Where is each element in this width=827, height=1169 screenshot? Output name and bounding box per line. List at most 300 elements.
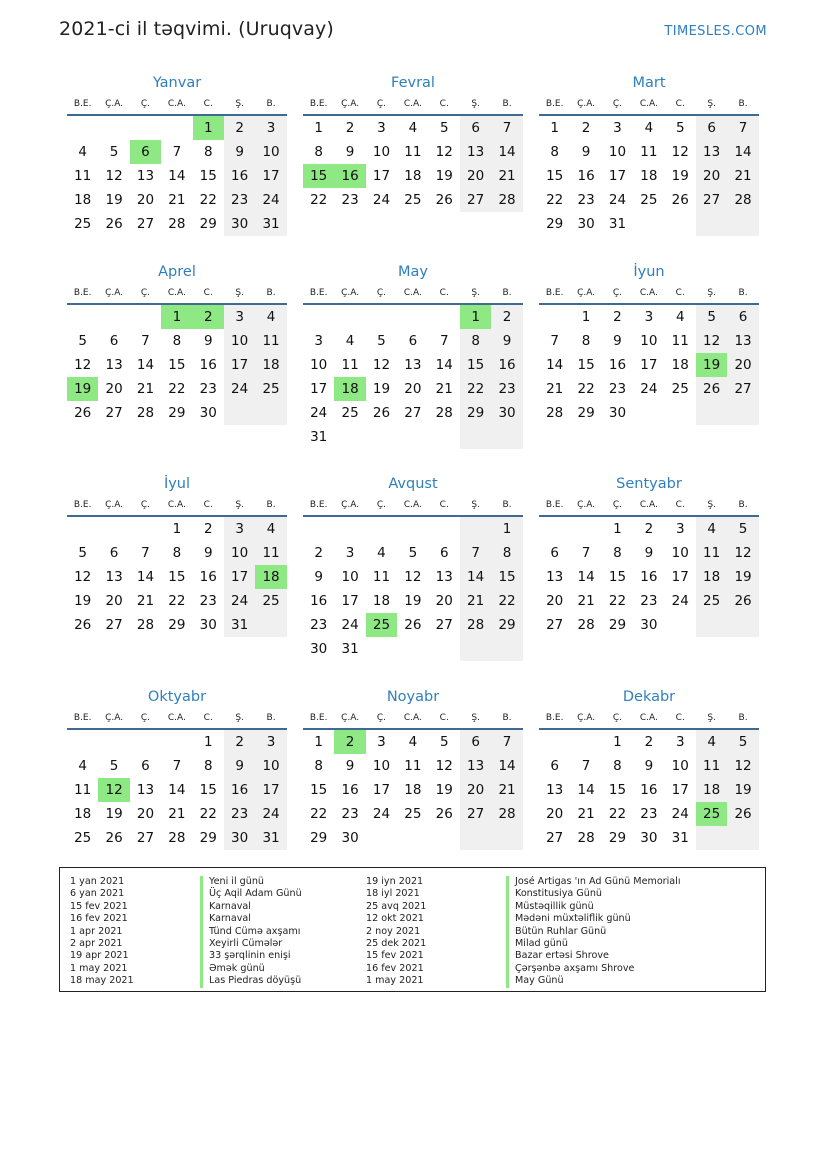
day-cell: 17 <box>372 782 391 798</box>
legend-entry: 25 dek 2021 <box>366 938 427 950</box>
day-cell: 1 <box>314 120 323 136</box>
empty-cell <box>366 637 397 661</box>
weekday-header <box>539 283 759 305</box>
day-cell: 15 <box>460 353 491 377</box>
day-cell: 24 <box>341 617 359 633</box>
day-cell: 7 <box>727 116 758 140</box>
day-cell: 13 <box>546 782 564 798</box>
weekday-label: Ş. <box>235 500 244 510</box>
weekday-label: Ş. <box>235 713 244 723</box>
day-cell: 22 <box>199 806 217 822</box>
day-cell: 25 <box>255 377 286 401</box>
day-cell: 31 <box>608 216 627 232</box>
day-cell: 14 <box>727 140 758 164</box>
legend-entry: Çərşənbə axşamı Shrove <box>506 963 681 975</box>
day-grid <box>303 305 523 449</box>
empty-cell <box>366 425 397 449</box>
weekday-label: C.A. <box>639 500 658 510</box>
day-cell: 14 <box>168 168 186 184</box>
empty-cell <box>397 826 428 850</box>
day-cell: 9 <box>314 569 323 585</box>
day-cell: 2 <box>644 521 654 537</box>
weekday-label: Ç.A. <box>341 99 360 109</box>
day-cell: 11 <box>341 357 359 373</box>
day-cell: 11 <box>696 541 727 565</box>
month-oktyabr <box>67 686 287 850</box>
legend-entry: 16 fev 2021 <box>366 962 424 974</box>
weekday-label: Ç. <box>140 500 151 510</box>
weekday-label: B. <box>738 713 748 723</box>
day-cell: 26 <box>372 405 391 421</box>
weekday-label: C. <box>439 288 449 298</box>
legend-entry: 1 may 2021 <box>70 962 128 974</box>
day-grid <box>303 730 523 850</box>
day-cell: 21 <box>136 593 155 609</box>
day-cell: 20 <box>546 806 564 822</box>
day-cell: 3 <box>613 120 622 136</box>
day-cell: 6 <box>550 758 559 774</box>
day-cell: 26 <box>404 617 422 633</box>
weekday-header <box>67 708 287 730</box>
day-cell: 24 <box>608 192 627 208</box>
empty-cell <box>303 517 334 541</box>
day-cell: 15 <box>577 357 595 373</box>
legend-entry: 1 may 2021 <box>366 975 424 987</box>
weekday-label: Ç.A. <box>577 500 596 510</box>
day-cell: 22 <box>310 806 328 822</box>
day-cell: 27 <box>404 405 422 421</box>
empty-cell <box>130 305 161 329</box>
month-name: İyun <box>633 264 665 280</box>
day-cell: 24 <box>255 802 286 826</box>
day-cell: 10 <box>341 569 359 585</box>
day-cell: 9 <box>224 140 255 164</box>
day-cell: 12 <box>74 569 92 585</box>
day-cell: 25 <box>696 589 727 613</box>
day-cell: 15 <box>168 569 186 585</box>
day-cell: 28 <box>136 617 155 633</box>
day-cell: 18 <box>671 357 689 373</box>
weekday-label: B. <box>502 99 512 109</box>
day-cell: 21 <box>435 381 453 397</box>
day-cell: 26 <box>696 377 727 401</box>
day-cell: 11 <box>640 144 658 160</box>
day-cell: 27 <box>727 377 758 401</box>
day-cell: 1 <box>613 521 622 537</box>
day-cell: 9 <box>644 758 654 774</box>
weekday-label: Ç.A. <box>341 713 360 723</box>
weekday-label: B. <box>266 288 276 298</box>
weekday-label: B. <box>738 288 748 298</box>
empty-cell <box>397 425 428 449</box>
empty-cell <box>460 637 491 661</box>
legend-entry: 1 yan 2021 <box>70 876 125 887</box>
day-cell: 30 <box>310 641 328 657</box>
day-cell: 17 <box>224 565 255 589</box>
day-cell: 7 <box>141 333 150 349</box>
day-cell: 29 <box>168 617 186 633</box>
legend-entry: 16 fev 2021 <box>70 913 128 925</box>
weekday-label: B. <box>738 500 748 510</box>
empty-cell <box>366 517 397 541</box>
legend-entry: 19 apr 2021 <box>70 950 129 962</box>
day-cell: 10 <box>640 333 658 349</box>
day-cell: 2 <box>491 305 522 329</box>
day-cell: 20 <box>136 806 155 822</box>
weekday-label: C. <box>203 99 213 109</box>
day-cell: 30 <box>640 830 658 846</box>
day-cell: 1 <box>172 521 182 537</box>
month-fevral <box>303 72 523 212</box>
month-name: Oktyabr <box>147 689 207 705</box>
day-cell: 14 <box>168 782 186 798</box>
day-cell: 13 <box>105 357 123 373</box>
day-cell: 5 <box>727 517 758 541</box>
empty-cell <box>570 730 601 754</box>
day-cell: 28 <box>577 617 595 633</box>
day-cell: 16 <box>341 782 359 798</box>
weekday-label: Ş. <box>707 99 716 109</box>
legend-names-left <box>200 876 302 988</box>
month-yanvar <box>67 72 287 236</box>
day-cell: 25 <box>255 589 286 613</box>
weekday-label: B.E. <box>545 713 564 723</box>
empty-cell <box>491 425 522 449</box>
day-cell: 23 <box>341 192 359 208</box>
weekday-label: Ş. <box>471 99 480 109</box>
day-cell: 4 <box>78 144 87 160</box>
day-cell: 12 <box>671 144 689 160</box>
weekday-label: Ç. <box>612 713 623 723</box>
day-cell: 3 <box>377 120 386 136</box>
day-cell: 8 <box>581 333 591 349</box>
day-cell: 29 <box>199 830 217 846</box>
day-cell: 1 <box>314 734 323 750</box>
legend-dates-left <box>70 876 134 988</box>
day-cell: 10 <box>671 545 689 561</box>
day-cell: 30 <box>224 212 255 236</box>
empty-cell <box>255 401 286 425</box>
day-cell: 31 <box>341 641 359 657</box>
legend-entry: Xeyirli Cümələr <box>200 938 302 950</box>
day-cell: 8 <box>550 144 559 160</box>
day-cell: 13 <box>727 329 758 353</box>
day-cell: 29 <box>310 830 328 846</box>
day-cell: 2 <box>203 521 213 537</box>
weekday-label: B.E. <box>545 500 564 510</box>
day-cell: 26 <box>727 589 758 613</box>
empty-cell <box>334 305 365 329</box>
day-cell: 25 <box>74 830 92 846</box>
day-cell: 26 <box>671 192 689 208</box>
weekday-label: C. <box>439 713 449 723</box>
legend-entry: 18 may 2021 <box>70 975 134 987</box>
legend-entry: Milad günü <box>506 938 681 950</box>
day-cell: 17 <box>341 593 359 609</box>
day-cell: 19 <box>435 782 453 798</box>
empty-cell <box>98 116 129 140</box>
day-cell: 29 <box>199 216 217 232</box>
day-cell: 18 <box>74 192 92 208</box>
weekday-label: C.A. <box>639 99 658 109</box>
day-cell: 29 <box>546 216 564 232</box>
day-cell: 18 <box>696 565 727 589</box>
day-cell: 5 <box>78 333 87 349</box>
legend-entry: Bazar ertəsi Shrove <box>506 950 681 962</box>
empty-cell <box>570 517 601 541</box>
day-cell: 28 <box>168 216 186 232</box>
empty-cell <box>397 517 428 541</box>
weekday-header <box>303 94 523 116</box>
holiday-day-cell: 15 <box>303 164 334 188</box>
day-cell: 4 <box>675 309 685 325</box>
weekday-label: B.E. <box>309 288 328 298</box>
day-cell: 24 <box>224 377 255 401</box>
day-cell: 31 <box>255 826 286 850</box>
weekday-label: Ç. <box>612 288 623 298</box>
day-cell: 24 <box>640 381 658 397</box>
day-cell: 19 <box>105 806 123 822</box>
day-cell: 31 <box>255 212 286 236</box>
day-cell: 26 <box>105 216 123 232</box>
day-cell: 27 <box>696 188 727 212</box>
day-cell: 26 <box>74 617 92 633</box>
day-cell: 12 <box>696 329 727 353</box>
day-grid <box>67 517 287 637</box>
empty-cell <box>130 116 161 140</box>
day-cell: 16 <box>608 357 627 373</box>
weekday-label: Ş. <box>471 288 480 298</box>
day-cell: 3 <box>675 734 685 750</box>
weekday-label: Ç. <box>612 99 623 109</box>
weekday-label: C.A. <box>403 500 422 510</box>
day-cell: 21 <box>727 164 758 188</box>
day-cell: 6 <box>408 333 418 349</box>
weekday-label: B.E. <box>545 99 564 109</box>
weekday-label: Ç.A. <box>105 288 124 298</box>
day-cell: 21 <box>491 164 522 188</box>
empty-cell <box>727 212 758 236</box>
day-cell: 9 <box>203 333 213 349</box>
day-cell: 5 <box>727 730 758 754</box>
weekday-label: B.E. <box>73 713 92 723</box>
day-cell: 1 <box>581 309 591 325</box>
day-cell: 7 <box>172 758 182 774</box>
day-cell: 15 <box>608 569 627 585</box>
weekday-label: Ç.A. <box>341 500 360 510</box>
day-cell: 14 <box>460 565 491 589</box>
day-cell: 8 <box>460 329 491 353</box>
day-cell: 13 <box>435 569 453 585</box>
day-cell: 28 <box>168 830 186 846</box>
month-name: Noyabr <box>386 689 440 705</box>
legend-dates-right <box>366 876 426 988</box>
weekday-label: C. <box>675 99 685 109</box>
day-cell: 20 <box>727 353 758 377</box>
day-cell: 17 <box>255 164 286 188</box>
empty-cell <box>460 826 491 850</box>
holiday-day-cell: 25 <box>696 802 727 826</box>
day-cell: 4 <box>255 517 286 541</box>
empty-cell <box>429 425 460 449</box>
legend-entry: 18 iyl 2021 <box>366 888 420 900</box>
weekday-header <box>539 94 759 116</box>
day-cell: 15 <box>310 782 328 798</box>
day-cell: 26 <box>435 192 453 208</box>
day-cell: 24 <box>372 806 391 822</box>
month-aprel <box>67 261 287 425</box>
empty-cell <box>696 613 727 637</box>
day-cell: 21 <box>168 192 186 208</box>
day-cell: 17 <box>671 782 689 798</box>
weekday-label: C.A. <box>403 288 422 298</box>
legend-entry: Karnaval <box>200 901 302 913</box>
day-cell: 1 <box>203 734 213 750</box>
day-cell: 16 <box>640 782 658 798</box>
weekday-label: Ç. <box>140 713 151 723</box>
day-grid <box>67 730 287 850</box>
day-cell: 27 <box>546 830 564 846</box>
day-cell: 8 <box>314 144 323 160</box>
day-cell: 12 <box>435 144 453 160</box>
day-cell: 6 <box>727 305 758 329</box>
day-grid <box>539 116 759 236</box>
weekday-label: Ç. <box>376 99 387 109</box>
day-cell: 6 <box>460 730 491 754</box>
day-cell: 18 <box>404 168 422 184</box>
day-cell: 3 <box>224 517 255 541</box>
day-cell: 27 <box>105 405 123 421</box>
day-cell: 2 <box>644 734 654 750</box>
day-cell: 11 <box>404 758 422 774</box>
weekday-label: C.A. <box>403 99 422 109</box>
empty-cell <box>224 401 255 425</box>
month-name: Mart <box>632 75 666 91</box>
day-cell: 27 <box>136 830 155 846</box>
day-cell: 13 <box>136 782 155 798</box>
month-avqust <box>303 473 523 661</box>
weekday-label: B.E. <box>73 500 92 510</box>
day-cell: 9 <box>345 758 355 774</box>
day-cell: 18 <box>255 353 286 377</box>
day-cell: 21 <box>136 381 155 397</box>
day-cell: 2 <box>224 730 255 754</box>
day-cell: 24 <box>255 188 286 212</box>
day-cell: 27 <box>460 802 491 826</box>
legend-entry: 2 apr 2021 <box>70 938 123 950</box>
day-cell: 5 <box>377 333 386 349</box>
day-cell: 23 <box>491 377 522 401</box>
weekday-label: B.E. <box>309 500 328 510</box>
weekday-label: Ç. <box>376 500 387 510</box>
weekday-label: C. <box>439 99 449 109</box>
day-cell: 17 <box>372 168 391 184</box>
holiday-day-cell: 6 <box>130 140 161 164</box>
day-cell: 7 <box>581 545 591 561</box>
day-grid <box>539 517 759 637</box>
month-i̇yul <box>67 473 287 637</box>
legend-entry: Karnaval <box>200 913 302 925</box>
day-cell: 29 <box>460 401 491 425</box>
day-cell: 19 <box>372 381 391 397</box>
empty-cell <box>696 401 727 425</box>
site-logo-link[interactable]: TIMESLES.COM <box>664 24 767 39</box>
day-cell: 5 <box>78 545 87 561</box>
day-cell: 30 <box>640 617 658 633</box>
day-cell: 13 <box>460 140 491 164</box>
day-cell: 24 <box>671 806 689 822</box>
day-cell: 10 <box>255 754 286 778</box>
day-cell: 15 <box>199 168 217 184</box>
weekday-header <box>303 283 523 305</box>
day-cell: 14 <box>546 357 564 373</box>
day-cell: 23 <box>608 381 627 397</box>
month-may <box>303 261 523 449</box>
weekday-header <box>67 94 287 116</box>
month-name: May <box>398 264 428 280</box>
empty-cell <box>130 517 161 541</box>
day-cell: 23 <box>224 802 255 826</box>
empty-cell <box>161 116 192 140</box>
day-cell: 30 <box>341 830 359 846</box>
day-cell: 19 <box>727 778 758 802</box>
weekday-label: B. <box>502 713 512 723</box>
day-cell: 25 <box>671 381 689 397</box>
day-cell: 7 <box>550 333 559 349</box>
legend-entry: 1 apr 2021 <box>70 925 123 937</box>
day-cell: 30 <box>608 405 627 421</box>
weekday-header <box>303 708 523 730</box>
day-cell: 5 <box>109 758 119 774</box>
weekday-label: B. <box>502 288 512 298</box>
day-cell: 1 <box>491 517 522 541</box>
weekday-label: C.A. <box>167 288 186 298</box>
empty-cell <box>255 613 286 637</box>
day-cell: 31 <box>310 429 328 445</box>
weekday-label: C. <box>675 288 685 298</box>
day-cell: 12 <box>727 541 758 565</box>
day-cell: 4 <box>377 545 386 561</box>
legend-entry: Las Piedras döyüşü <box>200 975 302 987</box>
weekday-label: Ş. <box>235 288 244 298</box>
day-cell: 3 <box>314 333 323 349</box>
day-grid <box>303 517 523 661</box>
day-cell: 23 <box>640 806 658 822</box>
day-cell: 3 <box>644 309 654 325</box>
day-cell: 21 <box>546 381 564 397</box>
weekday-label: Ç.A. <box>577 288 596 298</box>
day-cell: 24 <box>310 405 328 421</box>
day-cell: 9 <box>613 333 622 349</box>
day-cell: 8 <box>314 758 323 774</box>
day-cell: 16 <box>640 569 658 585</box>
day-cell: 14 <box>136 569 155 585</box>
day-cell: 28 <box>546 405 564 421</box>
day-cell: 17 <box>671 569 689 585</box>
day-cell: 16 <box>224 164 255 188</box>
empty-cell <box>727 826 758 850</box>
legend-entry: Yeni il günü <box>200 876 302 888</box>
day-cell: 5 <box>109 144 119 160</box>
day-cell: 19 <box>105 192 123 208</box>
day-cell: 7 <box>581 758 591 774</box>
month-i̇yun <box>539 261 759 425</box>
day-cell: 3 <box>224 305 255 329</box>
day-cell: 18 <box>696 778 727 802</box>
day-cell: 8 <box>203 144 213 160</box>
holiday-day-cell: 19 <box>67 377 98 401</box>
day-cell: 25 <box>74 216 92 232</box>
